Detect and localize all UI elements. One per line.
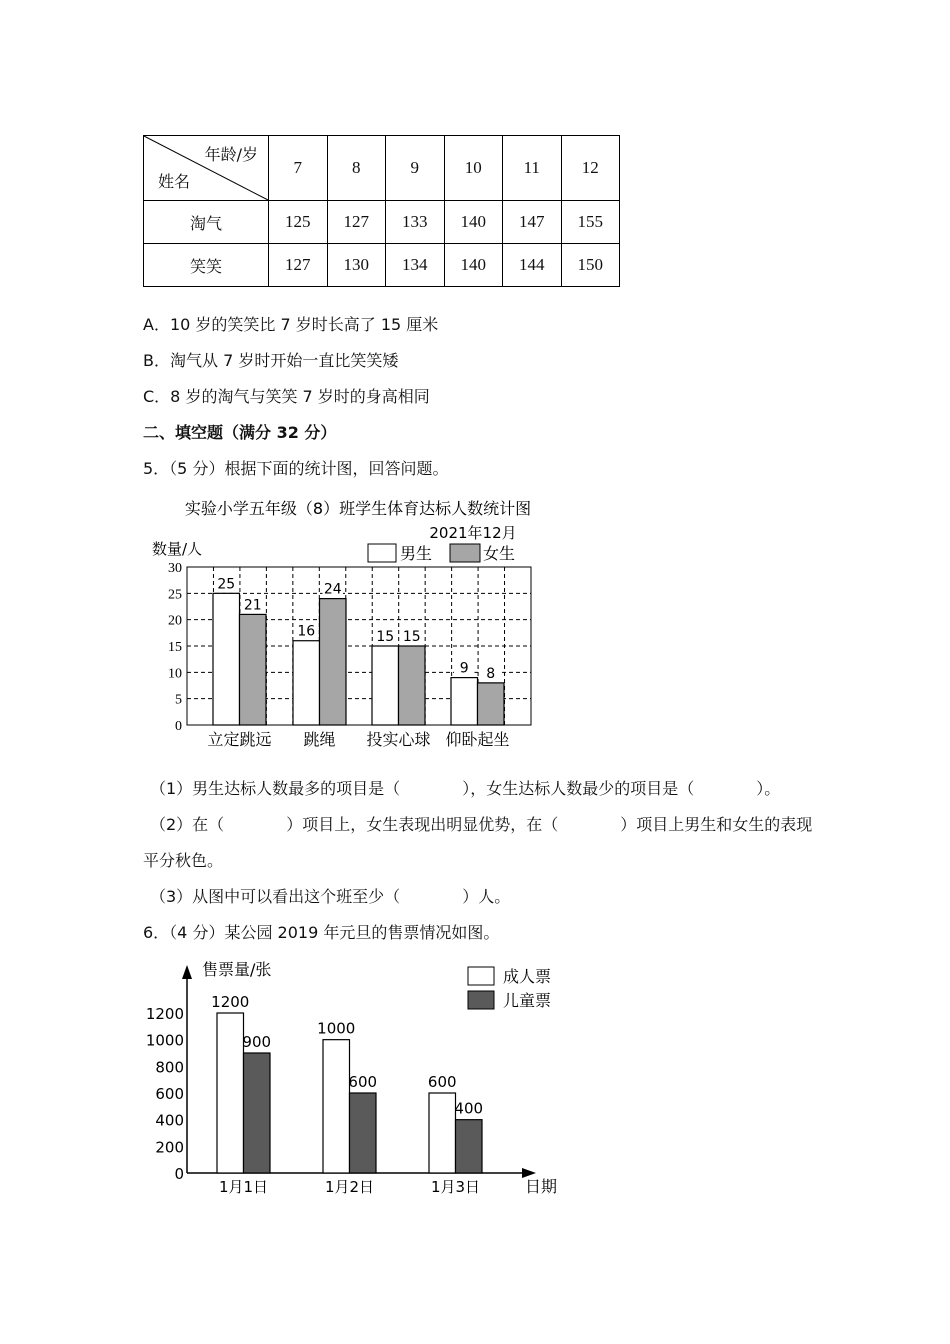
data-label: 9 bbox=[459, 660, 469, 677]
bar bbox=[244, 1053, 271, 1173]
y-tick-label: 400 bbox=[155, 1111, 184, 1130]
bar bbox=[456, 1120, 483, 1173]
x-category-label: 立定跳远 bbox=[207, 730, 272, 749]
table-header-row bbox=[144, 136, 620, 201]
age-header: 11 bbox=[503, 136, 562, 201]
option-c: C．8 岁的淘气与笑笑 7 岁时的身高相同 bbox=[143, 387, 430, 406]
data-label: 1200 bbox=[211, 993, 250, 1011]
data-label: 1000 bbox=[317, 1019, 356, 1038]
y-tick-label: 200 bbox=[155, 1138, 184, 1157]
y-tick-label: 1200 bbox=[145, 1005, 184, 1023]
row-name: 笑笑 bbox=[144, 244, 269, 287]
table-cell: 147 bbox=[503, 201, 562, 244]
q5-sub3-part1: （3）从图中可以看出这个班至少（ bbox=[150, 887, 401, 906]
legend-swatch-boys bbox=[368, 544, 396, 562]
table-cell: 133 bbox=[386, 201, 445, 244]
data-label: 15 bbox=[376, 629, 395, 645]
x-category-label: 1月1日 bbox=[218, 1178, 269, 1196]
table-diagonal-header bbox=[144, 136, 269, 201]
header-name-label: 姓名 bbox=[158, 172, 191, 191]
bar bbox=[293, 641, 320, 725]
data-label: 21 bbox=[243, 597, 262, 614]
section-title: 二、填空题（满分 32 分） bbox=[143, 423, 337, 442]
y-tick-label: 0 bbox=[175, 719, 182, 734]
bar bbox=[429, 1093, 456, 1173]
age-header: 10 bbox=[444, 136, 503, 201]
question-6-stem: 6．（4 分）某公园 2019 年元旦的售票情况如图。 bbox=[143, 923, 500, 942]
x-category-label: 1月3日 bbox=[430, 1178, 481, 1196]
q5-sub1 bbox=[150, 776, 780, 799]
ticket-chart bbox=[140, 955, 570, 1205]
age-header: 7 bbox=[269, 136, 328, 201]
y-axis-label: 售票量/张 bbox=[202, 960, 272, 979]
data-label: 900 bbox=[242, 1033, 272, 1051]
x-category-label: 仰卧起坐 bbox=[445, 730, 510, 749]
age-header: 9 bbox=[386, 136, 445, 201]
chart-title: 实验小学五年级（8）班学生体育达标人数统计图 bbox=[184, 499, 532, 518]
table-cell: 127 bbox=[327, 201, 386, 244]
legend-swatch-adult bbox=[468, 967, 494, 985]
y-tick-label: 15 bbox=[168, 640, 182, 655]
q5-sub1-part2: ），女生达标人数最少的项目是（ bbox=[462, 779, 695, 798]
y-tick-label: 5 bbox=[175, 692, 182, 708]
legend-label-girls: 女生 bbox=[483, 544, 516, 563]
bar bbox=[217, 1013, 244, 1173]
table-cell: 140 bbox=[444, 201, 503, 244]
x-axis-label: 日期 bbox=[525, 1177, 558, 1196]
height-table bbox=[143, 135, 620, 287]
data-label: 24 bbox=[323, 581, 342, 598]
option-b: B．淘气从 7 岁时开始一直比笑笑矮 bbox=[143, 351, 399, 370]
bar bbox=[451, 678, 478, 725]
q5-sub3 bbox=[150, 884, 510, 907]
q5-sub2-continued: 平分秋色。 bbox=[143, 851, 224, 870]
row-name: 淘气 bbox=[144, 201, 269, 244]
q5-sub2-part2: ）项目上，女生表现出明显优势，在（ bbox=[286, 815, 559, 834]
y-axis-arrow bbox=[182, 965, 192, 979]
bar bbox=[399, 646, 426, 725]
data-label: 400 bbox=[454, 1099, 484, 1118]
table-cell: 130 bbox=[327, 244, 386, 287]
y-axis-label: 数量/人 bbox=[152, 540, 203, 558]
table-cell: 134 bbox=[386, 244, 445, 287]
y-tick-label: 800 bbox=[155, 1058, 184, 1077]
question-5-stem: 5．（5 分）根据下面的统计图，回答问题。 bbox=[143, 459, 449, 478]
table-cell: 127 bbox=[269, 244, 328, 287]
bar bbox=[240, 614, 267, 725]
y-tick-label: 20 bbox=[168, 613, 182, 629]
q5-sub2 bbox=[150, 812, 812, 835]
data-label: 25 bbox=[217, 576, 236, 593]
bar bbox=[350, 1093, 377, 1173]
table-row bbox=[144, 201, 620, 244]
table-cell: 150 bbox=[561, 244, 620, 287]
bar bbox=[478, 683, 505, 725]
legend-swatch-child bbox=[468, 991, 494, 1009]
chart-subtitle: 2021年12月 bbox=[429, 524, 517, 542]
x-category-label: 跳绳 bbox=[303, 730, 336, 749]
legend-swatch-girls bbox=[450, 544, 480, 562]
data-label: 16 bbox=[297, 623, 316, 640]
bar bbox=[213, 593, 240, 725]
fitness-chart bbox=[140, 490, 560, 755]
legend-label-child: 儿童票 bbox=[503, 991, 552, 1010]
age-header: 12 bbox=[561, 136, 620, 201]
q5-sub1-part1: （1）男生达标人数最多的项目是（ bbox=[150, 779, 401, 798]
x-category-label: 1月2日 bbox=[324, 1178, 375, 1196]
table-row bbox=[144, 244, 620, 287]
y-tick-label: 600 bbox=[155, 1085, 184, 1103]
header-age-label: 年龄/岁 bbox=[204, 145, 258, 164]
y-tick-label: 0 bbox=[174, 1165, 184, 1183]
table-cell: 140 bbox=[444, 244, 503, 287]
bar bbox=[320, 599, 347, 725]
q5-sub2-part3: ）项目上男生和女生的表现 bbox=[620, 815, 813, 834]
q5-sub3-part2: ）人。 bbox=[462, 887, 511, 906]
data-label: 15 bbox=[402, 629, 421, 645]
data-label: 600 bbox=[348, 1073, 378, 1091]
table-cell: 155 bbox=[561, 201, 620, 244]
y-tick-label: 10 bbox=[168, 666, 182, 682]
option-a: A．10 岁的笑笑比 7 岁时长高了 15 厘米 bbox=[143, 315, 439, 334]
legend-label-adult: 成人票 bbox=[503, 967, 552, 986]
data-label: 600 bbox=[427, 1073, 457, 1091]
age-header: 8 bbox=[327, 136, 386, 201]
x-category-label: 投实心球 bbox=[366, 730, 431, 749]
q5-sub1-part3: ）。 bbox=[756, 779, 781, 798]
y-tick-label: 25 bbox=[168, 587, 182, 603]
y-tick-label: 1000 bbox=[145, 1031, 184, 1050]
data-label: 8 bbox=[486, 665, 496, 682]
table-cell: 144 bbox=[503, 244, 562, 287]
q5-sub2-part1: （2）在（ bbox=[150, 815, 225, 834]
legend-label-boys: 男生 bbox=[400, 544, 433, 563]
bar bbox=[372, 646, 399, 725]
bar bbox=[323, 1040, 350, 1173]
y-tick-label: 30 bbox=[168, 561, 182, 576]
table-cell: 125 bbox=[269, 201, 328, 244]
